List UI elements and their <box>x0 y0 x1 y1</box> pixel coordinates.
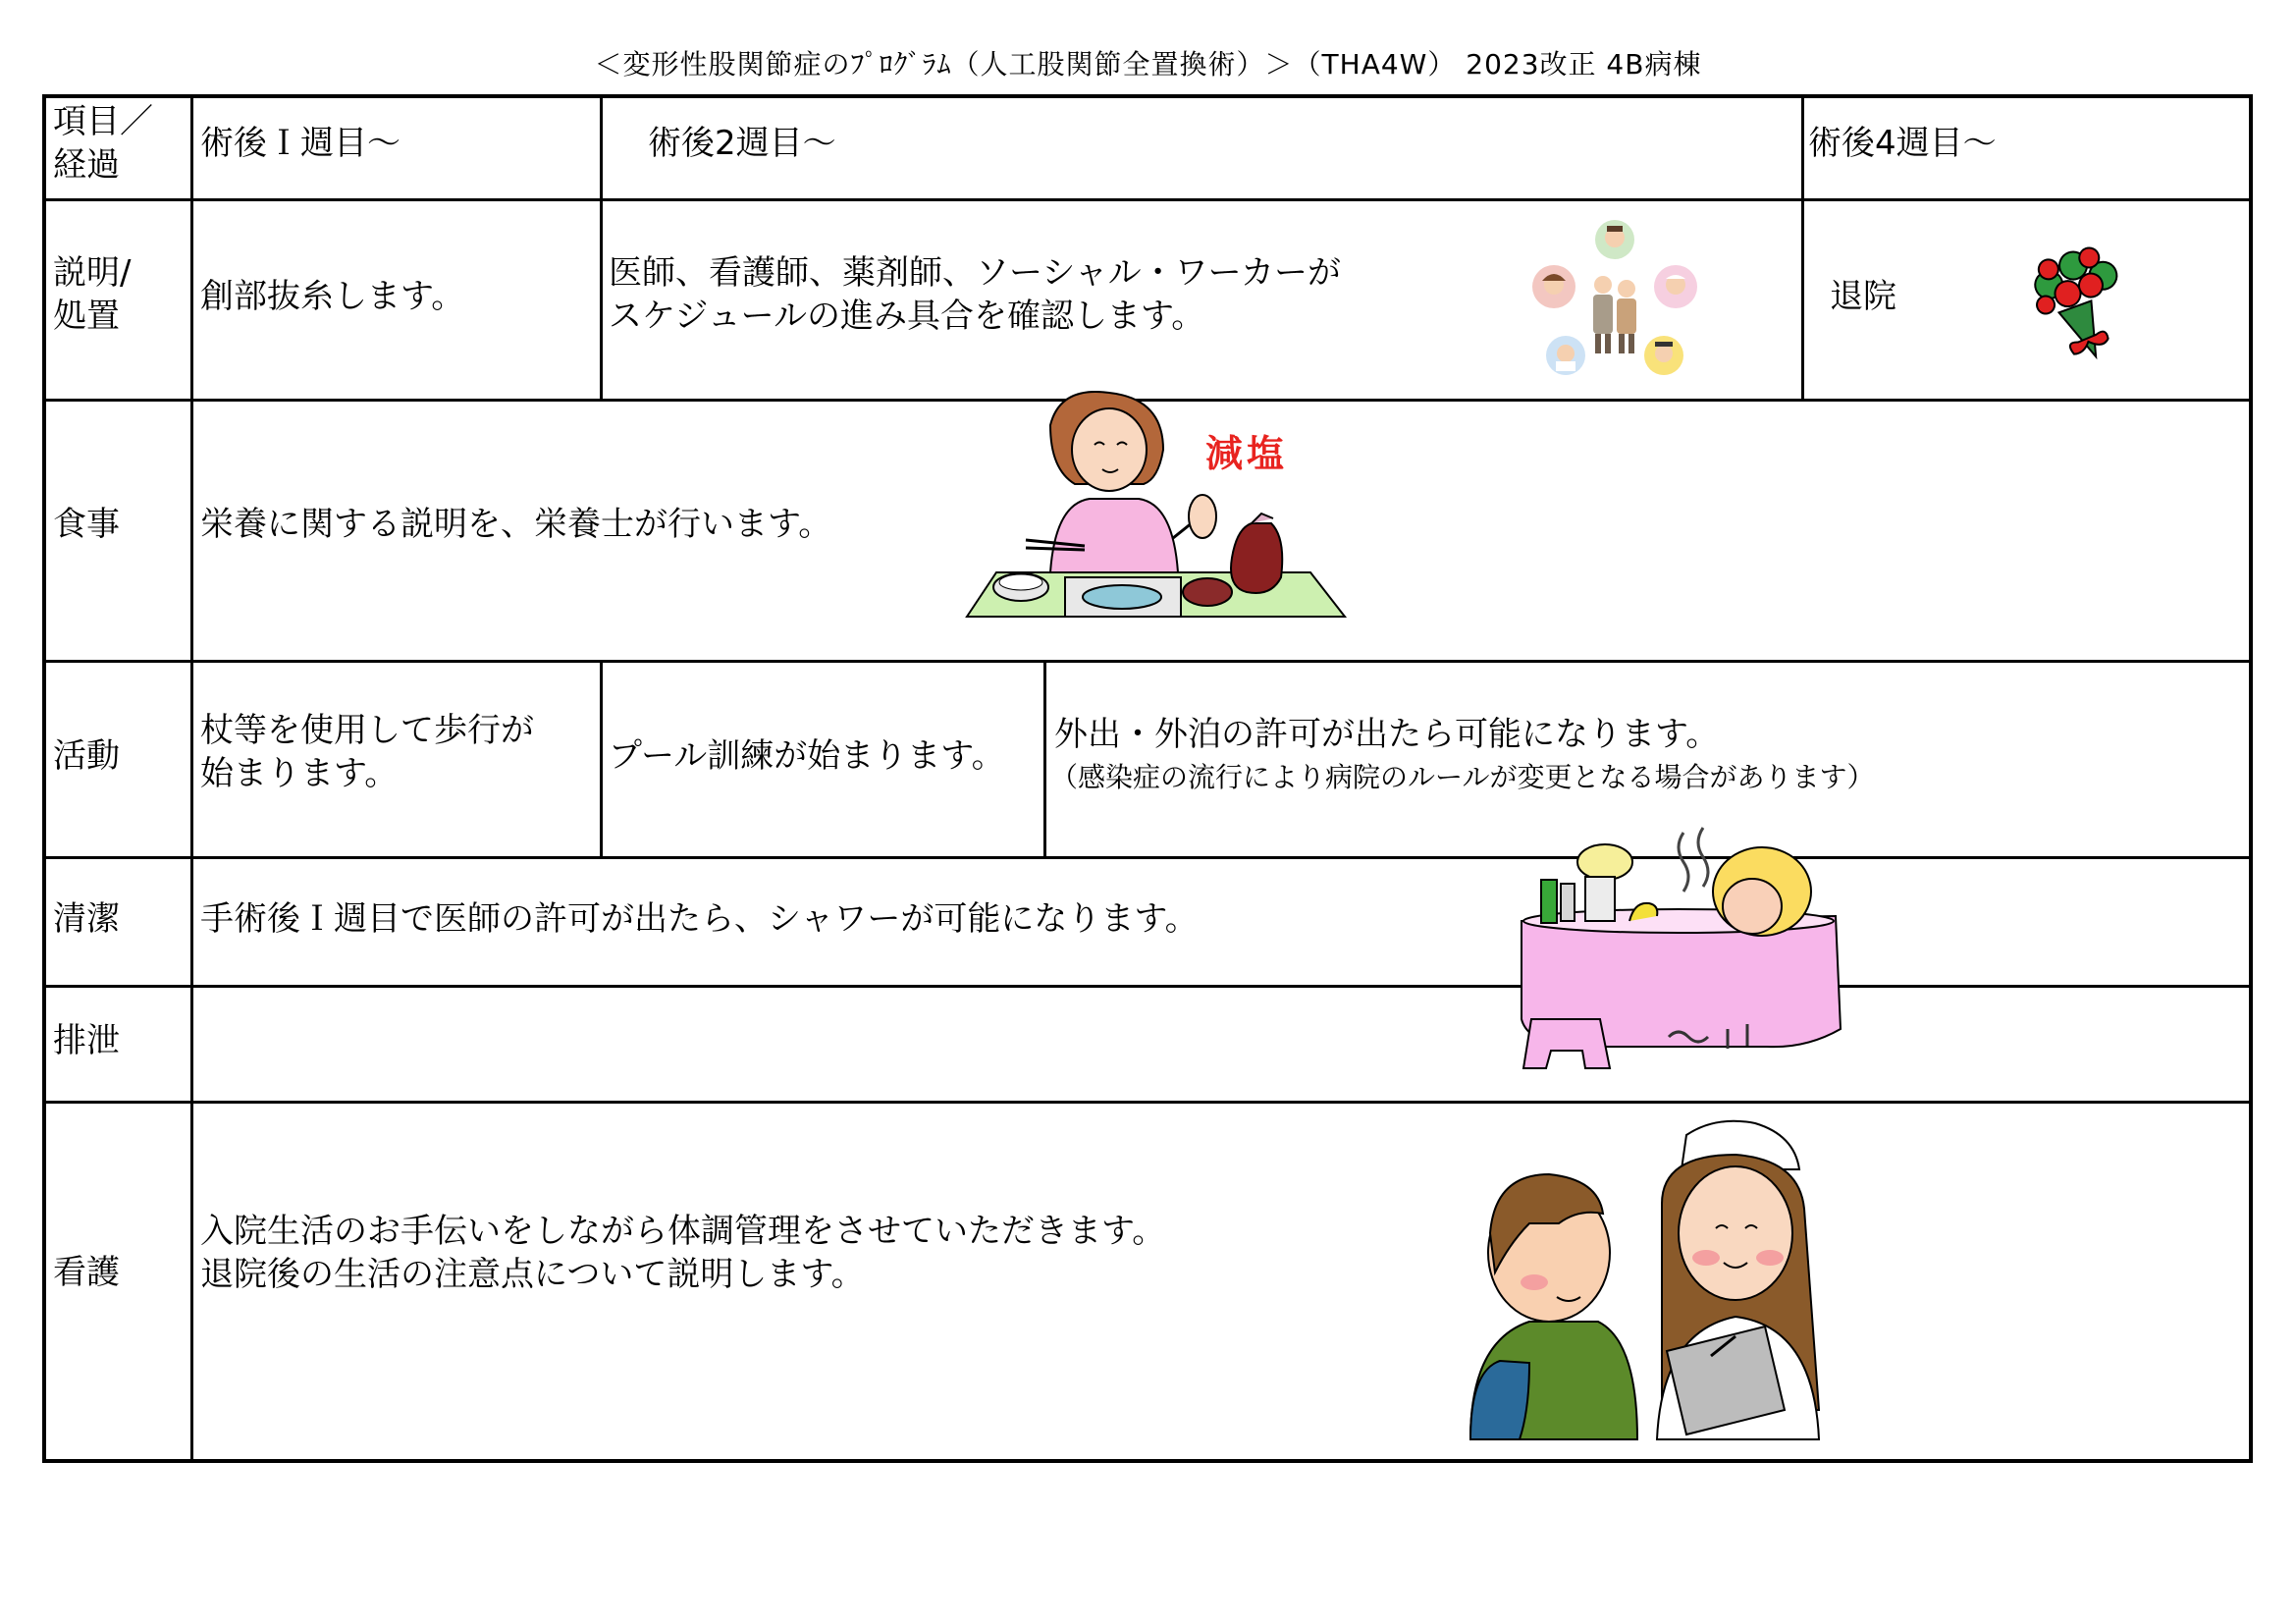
salt-reduction-badge: 減塩 <box>1205 432 1289 475</box>
hygiene-text: 手術後Ｉ週目で医師の許可が出たら、シャワーが可能になります。 <box>200 899 1199 939</box>
page-title: ＜変形性股関節症のﾌﾟﾛｸﾞﾗﾑ（人工股関節全置換術）＞（THA4W） 2023改正 4B病棟 <box>594 48 1702 81</box>
row-label-excretion: 排泄 <box>53 1021 120 1060</box>
nursing-text: 入院生活のお手伝いをしながら体調管理をさせていただきます。 退院後の生活の注意点について説明します。 <box>200 1212 1166 1294</box>
explanation-week4: 退院 <box>1830 277 1896 316</box>
explanation-week2: 医師、看護師、薬剤師、ソーシャル・ワーカーが スケジュールの進み具合を確認します。 <box>609 253 1341 336</box>
activity-week4-note: （感染症の流行により病院のルールが変更となる場合があります） <box>1050 761 1875 793</box>
activity-week2: プール訓練が始まります。 <box>609 736 1005 776</box>
activity-week1: 杖等を使用して歩行が 始まります。 <box>200 711 534 793</box>
nurse-patient-illustration <box>1441 1115 1843 1449</box>
bouquet-illustration <box>2017 236 2145 368</box>
header-week2: 術後2週目～ <box>648 124 836 163</box>
bath-illustration <box>1512 823 1855 1098</box>
row-label-meal: 食事 <box>53 505 120 544</box>
row-label-explanation: 説明/ 処置 <box>53 253 132 336</box>
meal-text: 栄養に関する説明を、栄養士が行います。 <box>200 505 832 544</box>
header-item-label: 項目／ 経過 <box>53 102 153 185</box>
row-label-nursing: 看護 <box>53 1253 120 1292</box>
meal-woman-illustration <box>957 391 1350 641</box>
explanation-week1: 創部抜糸します。 <box>200 277 465 316</box>
activity-week4: 外出・外泊の許可が出たら可能になります。 <box>1054 715 1720 754</box>
header-week4: 術後4週目～ <box>1808 124 1997 163</box>
row-label-activity: 活動 <box>53 736 120 776</box>
header-week1: 術後Ｉ週目～ <box>200 124 400 163</box>
row-label-hygiene: 清潔 <box>53 899 120 939</box>
staff-team-illustration <box>1526 218 1703 390</box>
